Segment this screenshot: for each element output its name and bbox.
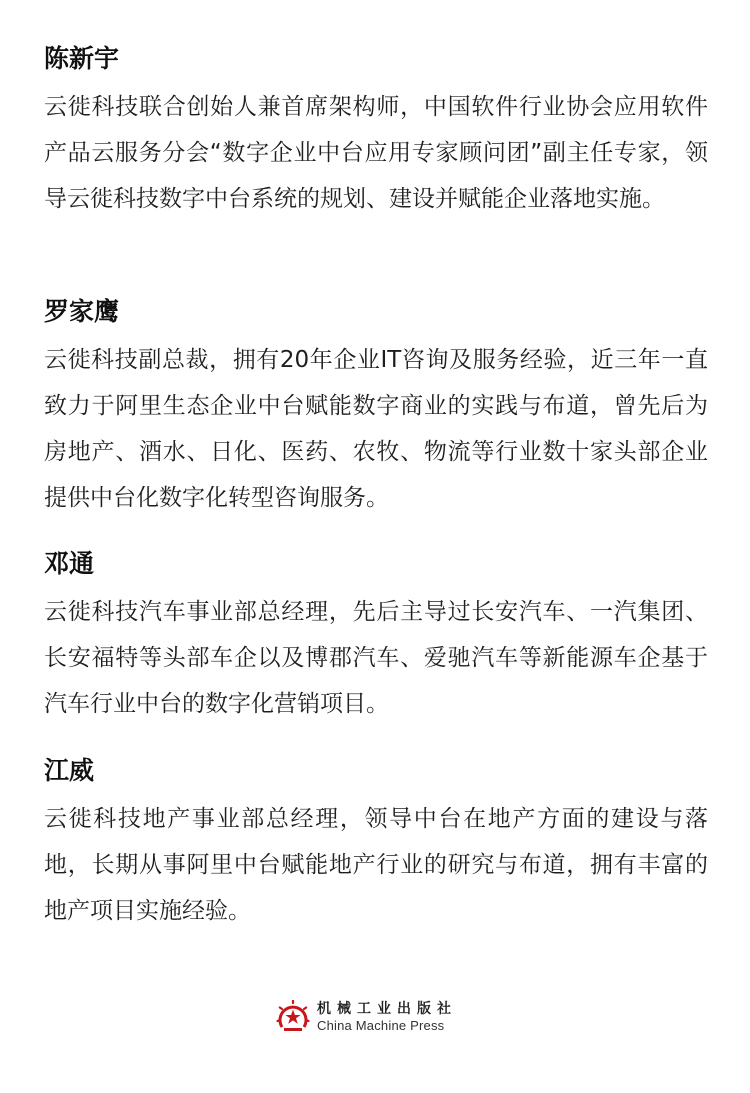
author-description: 云徙科技副总裁，拥有20年企业IT咨询及服务经验，近三年一直致力于阿里生态企业中台赋能数字商业的实践与布道，曾先后为房地产、酒水、日化、医药、农牧、物流等行业数十家头部企业提供中台化数字化转型咨询服务。 — [44, 347, 708, 511]
author-description: 云徙科技汽车事业部总经理，先后主导过长安汽车、一汽集团、长安福特等头部车企以及博郡汽车、爱驰汽车等新能源车企基于汽车行业中台的数字化营销项目。 — [44, 599, 708, 717]
author-description: 云徙科技联合创始人兼首席架构师，中国软件行业协会应用软件产品云服务分会“数字企业中台应用专家顾问团”副主任专家，领导云徙科技数字中台系统的规划、建设并赋能企业落地实施。 — [44, 94, 708, 212]
publisher-name-en: China Machine Press — [317, 1017, 445, 1033]
author-name: 江威 — [44, 756, 95, 785]
author-name: 陈新宇 — [44, 44, 120, 73]
author-name: 邓通 — [44, 549, 95, 578]
author-name: 罗家鹰 — [44, 297, 120, 326]
author-bio — [44, 756, 708, 934]
china-machine-press-logo-icon — [276, 1000, 310, 1034]
author-bio — [44, 549, 708, 727]
author-bio — [44, 44, 708, 222]
publisher-name-cn: 机械工业出版社 — [317, 1000, 457, 1017]
publisher-text — [317, 1001, 457, 1034]
author-bio — [44, 297, 708, 521]
author-description: 云徙科技地产事业部总经理，领导中台在地产方面的建设与落地，长期从事阿里中台赋能地产行业的研究与布道，拥有丰富的地产项目实施经验。 — [44, 806, 708, 924]
publisher-mark — [276, 999, 457, 1035]
